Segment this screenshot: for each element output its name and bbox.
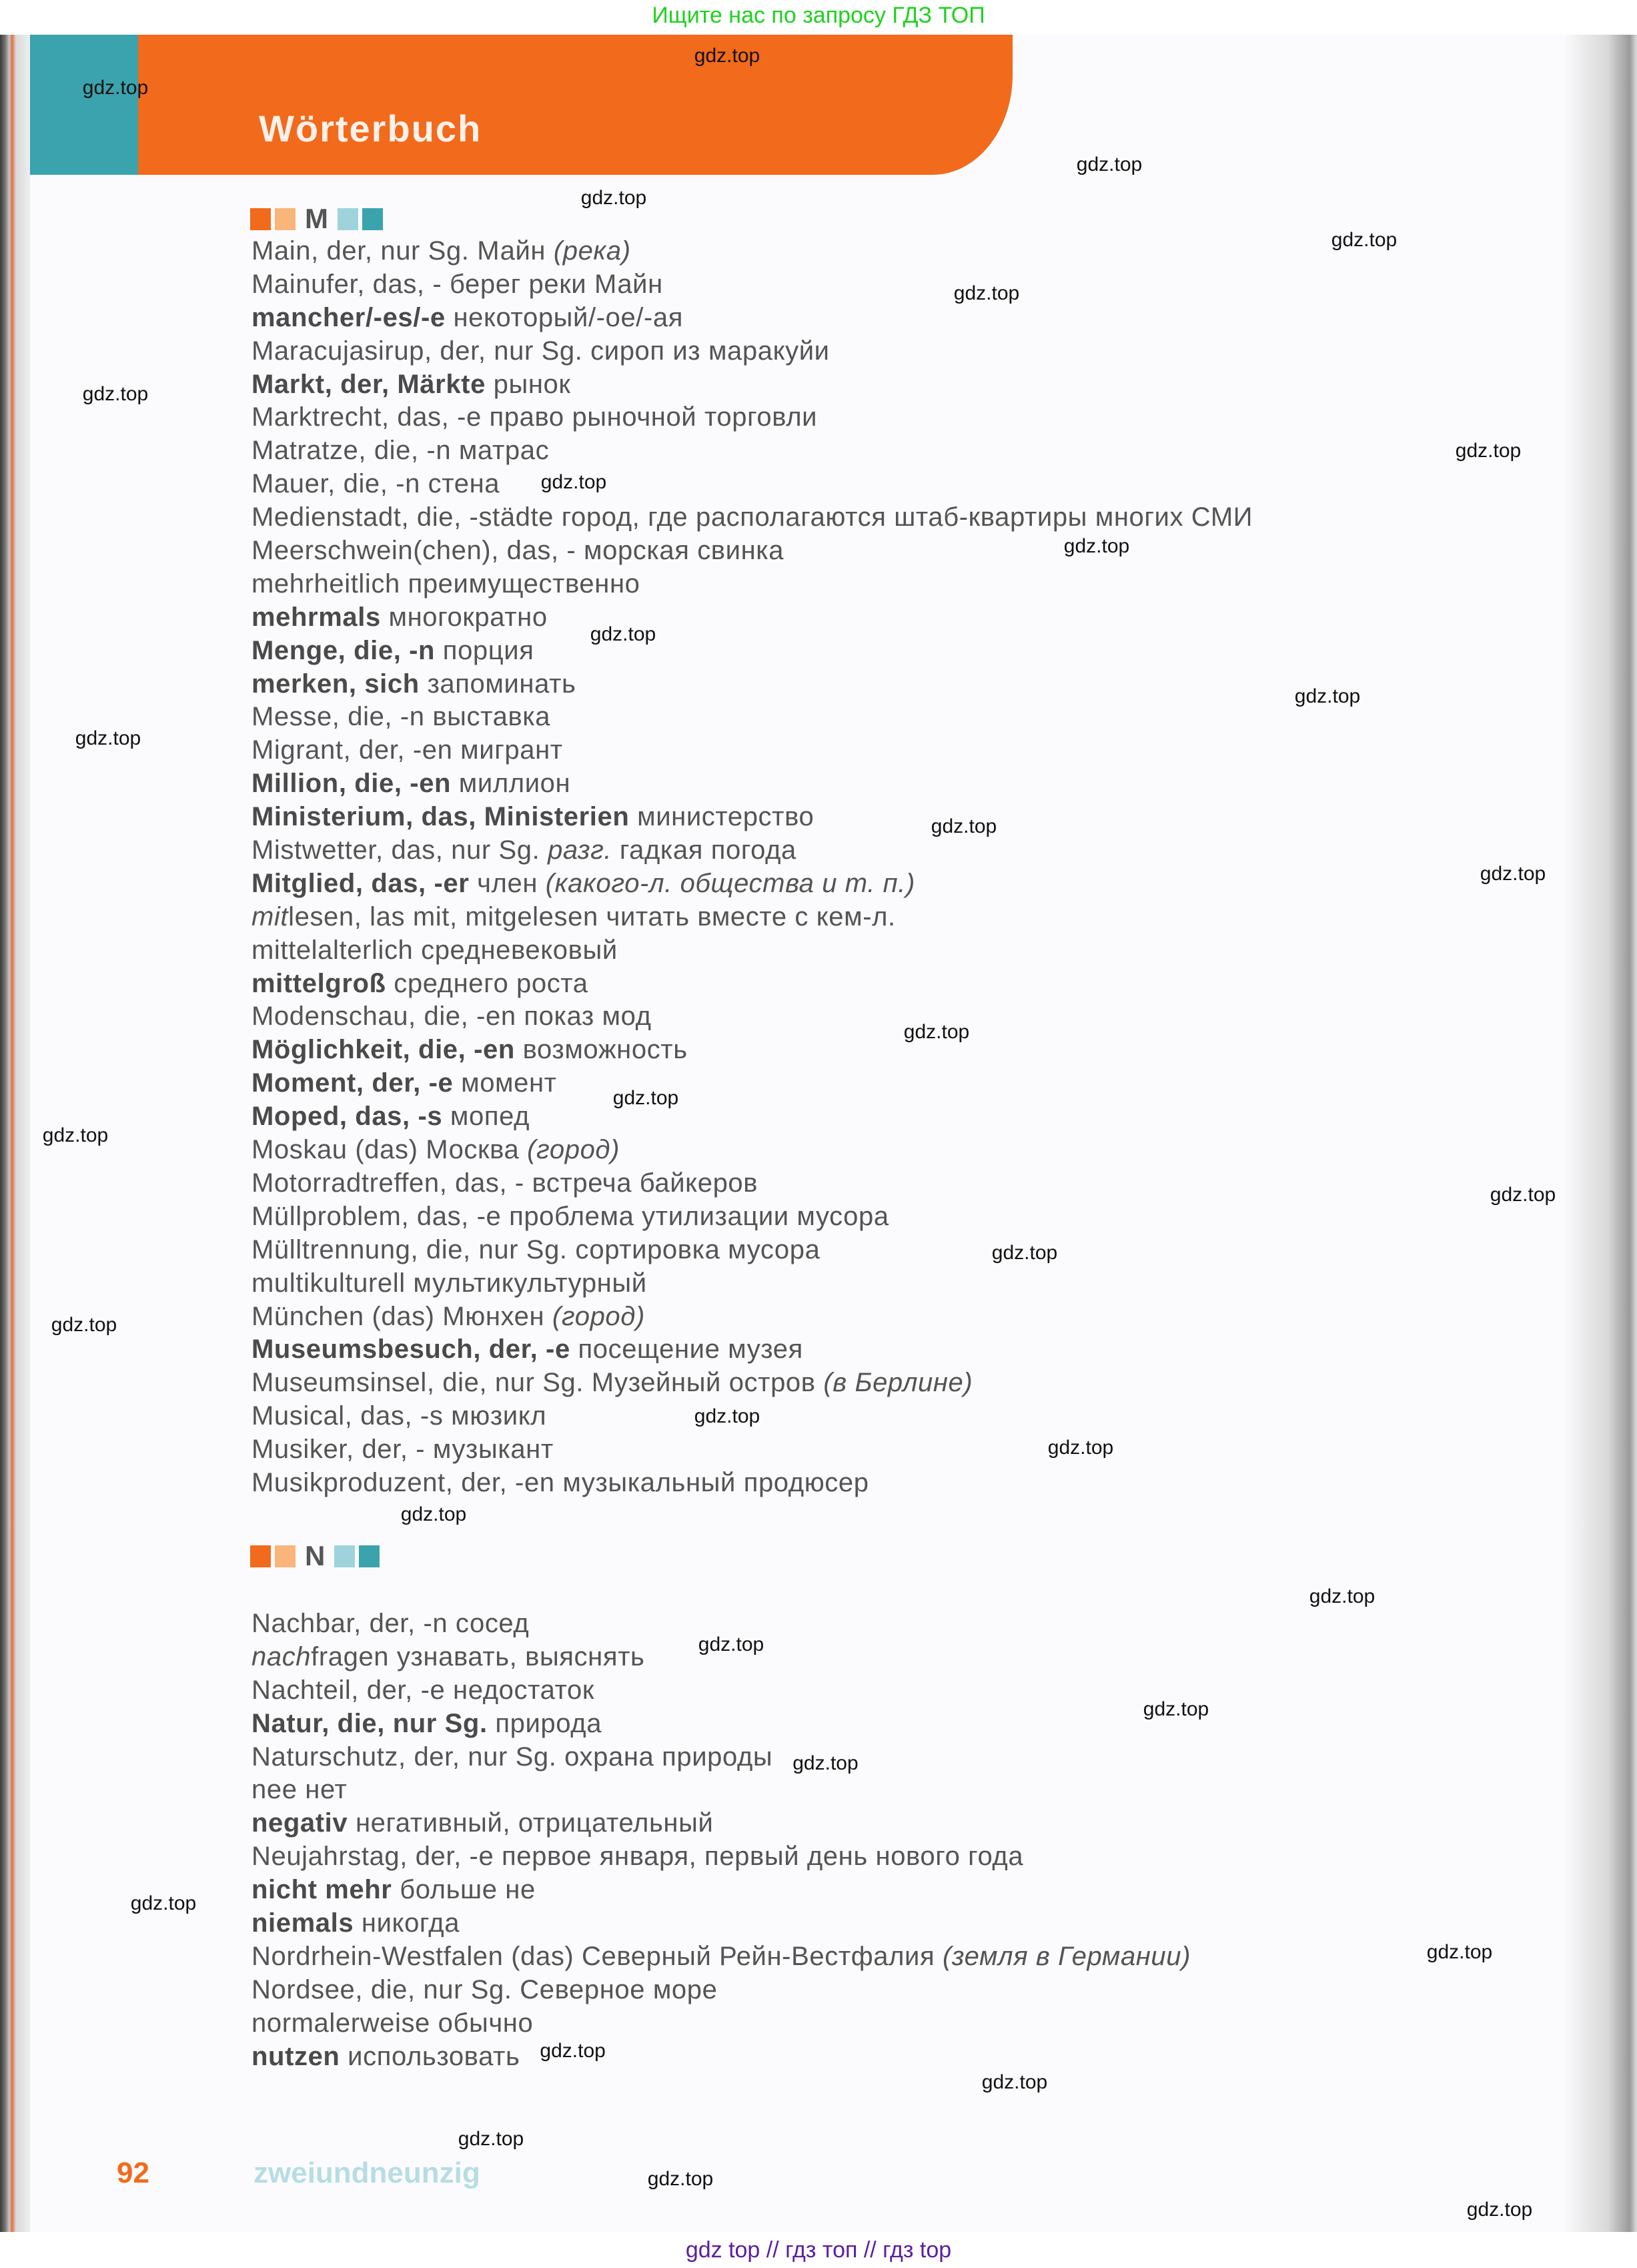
watermark-text: gdz.top xyxy=(612,1087,679,1109)
dictionary-entry xyxy=(251,1000,1253,1034)
watermark-text: gdz.top xyxy=(580,187,647,209)
entry-headword: Mitglied, das, -er xyxy=(251,868,470,898)
entries-m xyxy=(251,235,1253,1500)
entry-text: гадкая погода xyxy=(612,835,796,865)
entry-headword: nutzen xyxy=(251,2041,340,2071)
dictionary-entry xyxy=(251,1741,1191,1774)
watermark-text: gdz.top xyxy=(51,1314,117,1336)
dictionary-entry xyxy=(251,867,1253,901)
dictionary-entry xyxy=(251,302,1253,335)
page-number: 92 xyxy=(117,2157,149,2189)
dictionary-entry xyxy=(251,1907,1191,1940)
watermark-text: gdz.top xyxy=(1309,1585,1376,1607)
entry-text: Nordrhein-Westfalen (das) Северный Рейн-Вестфалия xyxy=(251,1941,943,1971)
dictionary-entry xyxy=(251,568,1253,601)
entry-text: Mainufer, das, - берег реки Майн xyxy=(251,269,663,299)
entry-text: член xyxy=(469,868,546,898)
entry-text: миллион xyxy=(451,769,571,799)
dictionary-entry xyxy=(251,2040,1191,2074)
search-banner: Ищите нас по запросу ГДЗ ТОП xyxy=(652,3,985,28)
entry-text: Neujahrstag, der, -e первое января, первый день нового года xyxy=(251,1842,1024,1872)
entry-headword: niemals xyxy=(251,1908,354,1938)
dictionary-entry xyxy=(251,268,1253,302)
dictionary-entry xyxy=(251,2007,1191,2040)
entry-text: Musical, das, -s мюзикл xyxy=(251,1401,547,1431)
dictionary-entry xyxy=(251,968,1253,1001)
watermark-text: gdz.top xyxy=(1426,1941,1493,1963)
entry-text: Mauer, die, -n стена xyxy=(251,469,500,499)
bottom-banner: gdz top // гдз топ // гдз top xyxy=(685,2237,952,2263)
entry-headword: negativ xyxy=(251,1808,348,1838)
entry-text: Messe, die, -n выставка xyxy=(251,702,551,732)
entry-text: lesen, las mit, mitgelesen читать вместе с кем-л. xyxy=(288,901,896,931)
entry-text: посещение музея xyxy=(570,1335,803,1365)
watermark-text: gdz.top xyxy=(1076,153,1143,175)
entry-text: негативный, отрицательный xyxy=(348,1808,714,1838)
entry-text: Mülltrennung, die, nur Sg. сортировка мусора xyxy=(251,1234,821,1264)
entry-text: Medienstadt, die, -städte город, где располагаются штаб-квартиры многих СМИ xyxy=(251,502,1253,532)
watermark-text: gdz.top xyxy=(82,77,149,99)
page-binding xyxy=(0,35,30,2232)
entry-text: mehrheitlich преимущественно xyxy=(251,569,640,599)
watermark-text: gdz.top xyxy=(698,1633,764,1655)
dictionary-entry xyxy=(251,1774,1191,1807)
entry-text: возможность xyxy=(514,1035,688,1065)
dictionary-entry xyxy=(251,1708,1191,1741)
watermark-text: gdz.top xyxy=(694,1405,760,1427)
dictionary-entry xyxy=(251,1974,1191,2007)
entry-text: multikulturell мультикультурный xyxy=(251,1268,647,1298)
dictionary-entry xyxy=(251,668,1253,701)
watermark-text: gdz.top xyxy=(1331,229,1398,251)
textbook-page xyxy=(0,35,1637,2232)
entry-text: Nordsee, die, nur Sg. Северное море xyxy=(251,1974,718,2004)
entry-text: природа xyxy=(487,1708,602,1738)
watermark-text: gdz.top xyxy=(1294,685,1361,707)
color-square-icon xyxy=(359,1545,380,1567)
watermark-text: gdz.top xyxy=(82,383,149,405)
dictionary-entry xyxy=(251,1067,1253,1100)
dictionary-entry xyxy=(251,1300,1253,1334)
watermark-text: gdz.top xyxy=(130,1892,197,1914)
dictionary-entry xyxy=(251,635,1253,668)
watermark-text: gdz.top xyxy=(458,2128,524,2150)
dictionary-entry xyxy=(251,1467,1253,1500)
entry-text: fragen узнавать, выяснять xyxy=(311,1641,645,1671)
entry-text: Museumsinsel, die, nur Sg. Музейный остров xyxy=(251,1368,824,1398)
entry-text: никогда xyxy=(354,1908,460,1938)
entry-text: Maracujasirup, der, nur Sg. сироп из маракуйи xyxy=(251,336,830,366)
entry-note: nach xyxy=(251,1641,312,1671)
dictionary-entry xyxy=(251,368,1253,402)
entry-text: Moskau (das) Москва xyxy=(251,1135,528,1165)
watermark-text: gdz.top xyxy=(590,623,656,645)
entry-text: Modenschau, die, -en показ мод xyxy=(251,1002,652,1032)
entry-text: nee нет xyxy=(251,1775,348,1805)
entry-text: момент xyxy=(453,1068,557,1098)
dictionary-entry xyxy=(251,1674,1191,1708)
dictionary-entry xyxy=(251,1874,1191,1907)
dictionary-entry xyxy=(251,934,1253,968)
watermark-text: gdz.top xyxy=(792,1752,859,1774)
dictionary-entry xyxy=(251,1367,1253,1400)
dictionary-entry xyxy=(251,501,1253,534)
watermark-text: gdz.top xyxy=(931,815,997,837)
dictionary-entry xyxy=(251,601,1253,635)
entry-note: (земля в Германии) xyxy=(942,1941,1191,1971)
entry-text: München (das) Мюнхен xyxy=(251,1301,552,1331)
entry-headword: Museumsbesuch, der, -e xyxy=(251,1335,570,1365)
dictionary-entry xyxy=(251,1100,1253,1134)
entry-note: разг. xyxy=(548,835,612,865)
dictionary-entry xyxy=(251,1200,1253,1234)
entries-n xyxy=(251,1607,1191,2073)
dictionary-entry xyxy=(251,1234,1253,1267)
entry-headword: Ministerium, das, Ministerien xyxy=(251,802,630,832)
entry-text: Marktrecht, das, -e право рыночной торговли xyxy=(251,402,818,432)
entry-text: порция xyxy=(435,635,534,665)
entry-note: (в Берлине) xyxy=(823,1368,973,1398)
entry-headword: Moment, der, -e xyxy=(251,1068,454,1098)
color-square-icon xyxy=(275,1545,296,1567)
watermark-text: gdz.top xyxy=(694,45,760,67)
dictionary-entry xyxy=(251,235,1253,268)
entry-text: Main, der, nur Sg. Майн xyxy=(251,236,554,266)
entry-text: использовать xyxy=(340,2041,520,2071)
header-teal-strip xyxy=(30,35,138,175)
watermark-text: gdz.top xyxy=(540,2040,606,2062)
page-number-word: zweiundneunzig xyxy=(253,2157,480,2189)
watermark-text: gdz.top xyxy=(647,2168,714,2190)
dictionary-entry xyxy=(251,335,1253,368)
section-letter: N xyxy=(305,1540,326,1571)
watermark-text: gdz.top xyxy=(991,1242,1058,1264)
entry-headword: Million, die, -en xyxy=(251,769,452,799)
entry-note: (река) xyxy=(553,236,631,266)
dictionary-entry xyxy=(251,1840,1191,1874)
entry-note: (город) xyxy=(527,1135,620,1165)
entry-text: рынок xyxy=(485,369,571,399)
entry-headword: Natur, die, nur Sg. xyxy=(251,1708,488,1738)
dictionary-entry xyxy=(251,801,1253,834)
dictionary-entry xyxy=(251,1167,1253,1200)
entry-text: Nachteil, der, -e недостаток xyxy=(251,1675,594,1705)
watermark-text: gdz.top xyxy=(42,1124,109,1146)
color-square-icon xyxy=(338,208,358,230)
watermark-text: gdz.top xyxy=(1063,535,1130,557)
watermark-text: gdz.top xyxy=(981,2071,1048,2093)
entry-headword: Markt, der, Märkte xyxy=(251,369,486,399)
entry-note: (город) xyxy=(552,1301,645,1331)
entry-text: Musikproduzent, der, -en музыкальный продюсер xyxy=(251,1467,869,1497)
entry-text: normalerweise обычно xyxy=(251,2008,534,2038)
entry-headword: mancher/-es/-e xyxy=(251,302,446,332)
dictionary-entry xyxy=(251,1333,1253,1367)
dictionary-entry xyxy=(251,734,1253,767)
watermark-text: gdz.top xyxy=(1466,2199,1533,2221)
entry-text: Musiker, der, - музыкант xyxy=(251,1435,554,1465)
dictionary-entry xyxy=(251,434,1253,468)
dictionary-entry xyxy=(251,1940,1191,1974)
dictionary-entry xyxy=(251,834,1253,867)
entry-headword: Menge, die, -n xyxy=(251,635,436,665)
entry-text: некоторый/-ое/-ая xyxy=(445,302,684,332)
section-letter: M xyxy=(305,203,328,234)
entry-text: mittelalterlich средневековый xyxy=(251,935,618,965)
entry-text: Nachbar, der, -n сосед xyxy=(251,1609,530,1638)
entry-text: больше не xyxy=(392,1875,536,1905)
entry-headword: Moped, das, -s xyxy=(251,1102,443,1132)
dictionary-entry xyxy=(251,468,1253,501)
watermark-text: gdz.top xyxy=(1047,1437,1114,1459)
entry-headword: merken, sich xyxy=(251,669,420,699)
entry-text: Müllproblem, das, -e проблема утилизации мусора xyxy=(251,1201,889,1231)
watermark-text: gdz.top xyxy=(953,282,1020,304)
watermark-text: gdz.top xyxy=(903,1021,970,1043)
entry-text: запоминать xyxy=(419,669,576,699)
page-edge-shadow xyxy=(1564,35,1637,2232)
entry-text: многократно xyxy=(380,602,548,632)
dictionary-entry xyxy=(251,1034,1253,1067)
section-heading-n xyxy=(250,1540,380,1571)
watermark-text: gdz.top xyxy=(540,471,607,493)
entry-text: Mistwetter, das, nur Sg. xyxy=(251,835,548,865)
entry-text: министерство xyxy=(629,802,814,832)
entry-note: mit xyxy=(251,901,289,931)
dictionary-entry xyxy=(251,401,1253,434)
page-title: Wörterbuch xyxy=(259,107,482,149)
dictionary-entry xyxy=(251,1267,1253,1300)
watermark-text: gdz.top xyxy=(1490,1184,1556,1206)
dictionary-entry xyxy=(251,701,1253,734)
entry-text: Meerschwein(chen), das, - морская свинка xyxy=(251,536,784,566)
watermark-text: gdz.top xyxy=(1480,863,1546,885)
watermark-text: gdz.top xyxy=(1455,440,1522,462)
entry-text: Motorradtreffen, das, - встреча байкеров xyxy=(251,1168,758,1198)
entry-headword: mehrmals xyxy=(251,602,381,632)
entry-note: (какого-л. общества и т. п.) xyxy=(545,868,915,898)
entry-text: мопед xyxy=(442,1102,530,1132)
entry-text: среднего роста xyxy=(386,968,588,998)
dictionary-entry xyxy=(251,901,1253,934)
dictionary-entry xyxy=(251,1807,1191,1840)
color-square-icon xyxy=(334,1545,355,1567)
header-band xyxy=(30,35,1013,175)
entry-text: Matratze, die, -n матрас xyxy=(251,436,550,466)
dictionary-entry xyxy=(251,1134,1253,1167)
color-square-icon xyxy=(275,208,296,230)
color-square-icon xyxy=(250,208,271,230)
entry-headword: mittelgroß xyxy=(251,968,386,998)
section-heading-m xyxy=(250,203,383,234)
watermark-text: gdz.top xyxy=(75,727,141,749)
entry-headword: nicht mehr xyxy=(251,1875,392,1905)
entry-text: Naturschutz, der, nur Sg. охрана природы xyxy=(251,1742,773,1772)
entry-text: Migrant, der, -en мигрант xyxy=(251,735,563,765)
color-square-icon xyxy=(250,1545,271,1567)
watermark-text: gdz.top xyxy=(400,1503,467,1525)
watermark-text: gdz.top xyxy=(1143,1698,1209,1720)
entry-headword: Möglichkeit, die, -en xyxy=(251,1035,515,1065)
color-square-icon xyxy=(362,208,383,230)
dictionary-entry xyxy=(251,767,1253,801)
